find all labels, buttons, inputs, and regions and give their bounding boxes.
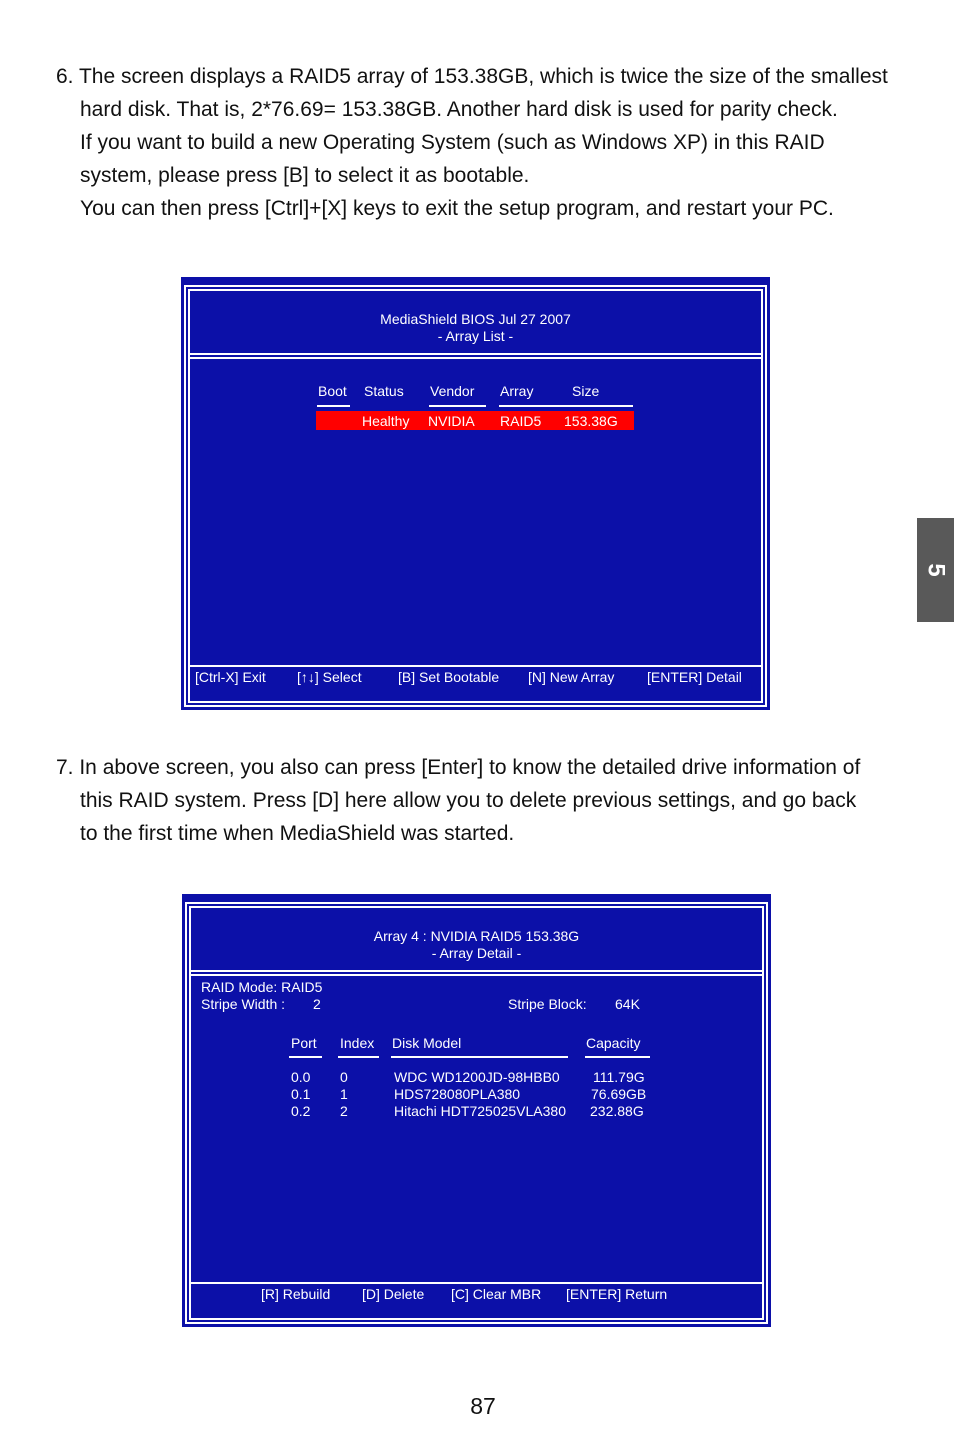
row-status: Healthy bbox=[362, 413, 410, 429]
header-divider-2 bbox=[188, 357, 763, 359]
column-header-status: Status bbox=[364, 383, 404, 399]
column-header-index: Index bbox=[340, 1035, 375, 1051]
chapter-tab bbox=[917, 518, 954, 622]
boot-underline bbox=[317, 405, 350, 407]
rebuild-key-hint[interactable]: [R] Rebuild bbox=[261, 1286, 331, 1302]
detail-key-hint[interactable]: [ENTER] Detail bbox=[647, 669, 742, 685]
array-detail-screen bbox=[182, 894, 771, 1327]
step-7-paragraph bbox=[56, 751, 916, 850]
footer-divider bbox=[189, 1282, 764, 1284]
disk-model: Hitachi HDT725025VLA380 bbox=[394, 1103, 566, 1119]
chapter-number: 5 bbox=[922, 563, 950, 577]
disk-index: 1 bbox=[340, 1086, 348, 1102]
row-size: 153.38G bbox=[564, 413, 618, 429]
disk-port: 0.1 bbox=[291, 1086, 311, 1102]
disk-capacity: 76.69GB bbox=[591, 1086, 647, 1102]
column-header-size: Size bbox=[572, 383, 600, 399]
set-bootable-key-hint[interactable]: [B] Set Bootable bbox=[398, 669, 500, 685]
column-header-disk-model: Disk Model bbox=[392, 1035, 462, 1051]
bios-title: MediaShield BIOS Jul 27 2007 bbox=[380, 311, 571, 327]
index-underline bbox=[338, 1056, 379, 1058]
header-divider bbox=[189, 970, 764, 972]
step-6-line-5: You can then press [Ctrl]+[X] keys to exit the setup program, and restart your PC. bbox=[80, 197, 834, 220]
screen-subtitle: - Array List - bbox=[437, 328, 514, 344]
stripe-block-label: Stripe Block: bbox=[508, 996, 587, 1012]
array-size-underline bbox=[499, 405, 633, 407]
step-6-line-3: If you want to build a new Operating System (such as Windows XP) in this RAID bbox=[80, 131, 825, 154]
exit-key-hint[interactable]: [Ctrl-X] Exit bbox=[195, 669, 266, 685]
clear-mbr-key-hint[interactable]: [C] Clear MBR bbox=[451, 1286, 542, 1302]
column-header-capacity: Capacity bbox=[586, 1035, 641, 1051]
detail-title: Array 4 : NVIDIA RAID5 153.38G bbox=[373, 928, 580, 944]
row-array: RAID5 bbox=[500, 413, 542, 429]
step-6-line-2: hard disk. That is, 2*76.69= 153.38GB. Another hard disk is used for parity check. bbox=[80, 98, 838, 121]
step-7-line-3: to the first time when MediaShield was started. bbox=[80, 822, 515, 845]
row-vendor: NVIDIA bbox=[428, 413, 475, 429]
header-divider-2 bbox=[189, 974, 764, 976]
step-7-line-2: this RAID system. Press [D] here allow you to delete previous settings, and go back bbox=[80, 789, 857, 812]
page-number: 87 bbox=[470, 1393, 496, 1419]
header-divider bbox=[188, 353, 763, 355]
step-6-line-1: 6. The screen displays a RAID5 array of 153.38GB, which is twice the size of the smallest bbox=[56, 65, 888, 88]
capacity-underline bbox=[585, 1056, 650, 1058]
footer-divider bbox=[188, 665, 763, 667]
column-header-port: Port bbox=[291, 1035, 317, 1051]
step-6-paragraph bbox=[56, 60, 916, 225]
disk-index: 0 bbox=[340, 1069, 348, 1085]
disk-model: WDC WD1200JD-98HBB0 bbox=[394, 1069, 560, 1085]
stripe-width-value: 2 bbox=[313, 996, 321, 1012]
stripe-block-value: 64K bbox=[615, 996, 640, 1012]
new-array-key-hint[interactable]: [N] New Array bbox=[528, 669, 615, 685]
column-header-boot: Boot bbox=[318, 383, 347, 399]
disk-capacity: 232.88G bbox=[590, 1103, 644, 1119]
disk-index: 2 bbox=[340, 1103, 348, 1119]
step-6-line-4: system, please press [B] to select it as bootable. bbox=[80, 164, 530, 187]
disk-port: 0.2 bbox=[291, 1103, 311, 1119]
column-header-array: Array bbox=[500, 383, 534, 399]
disk-model-underline bbox=[391, 1056, 568, 1058]
array-list-screen bbox=[181, 277, 770, 710]
delete-key-hint[interactable]: [D] Delete bbox=[362, 1286, 425, 1302]
step-7-line-1: 7. In above screen, you also can press [Enter] to know the detailed drive information of bbox=[56, 756, 861, 779]
return-key-hint[interactable]: [ENTER] Return bbox=[566, 1286, 668, 1302]
disk-model: HDS728080PLA380 bbox=[394, 1086, 521, 1102]
vendor-underline bbox=[429, 405, 486, 407]
stripe-width-label: Stripe Width : bbox=[201, 996, 286, 1012]
port-underline bbox=[289, 1056, 322, 1058]
inner-frame bbox=[188, 289, 763, 703]
screen-subtitle: - Array Detail - bbox=[431, 945, 522, 961]
disk-capacity: 111.79G bbox=[593, 1069, 645, 1085]
column-header-vendor: Vendor bbox=[430, 383, 475, 399]
disk-port: 0.0 bbox=[291, 1069, 311, 1085]
select-key-hint[interactable]: [↑↓] Select bbox=[297, 669, 362, 685]
raid-mode: RAID Mode: RAID5 bbox=[201, 979, 323, 995]
